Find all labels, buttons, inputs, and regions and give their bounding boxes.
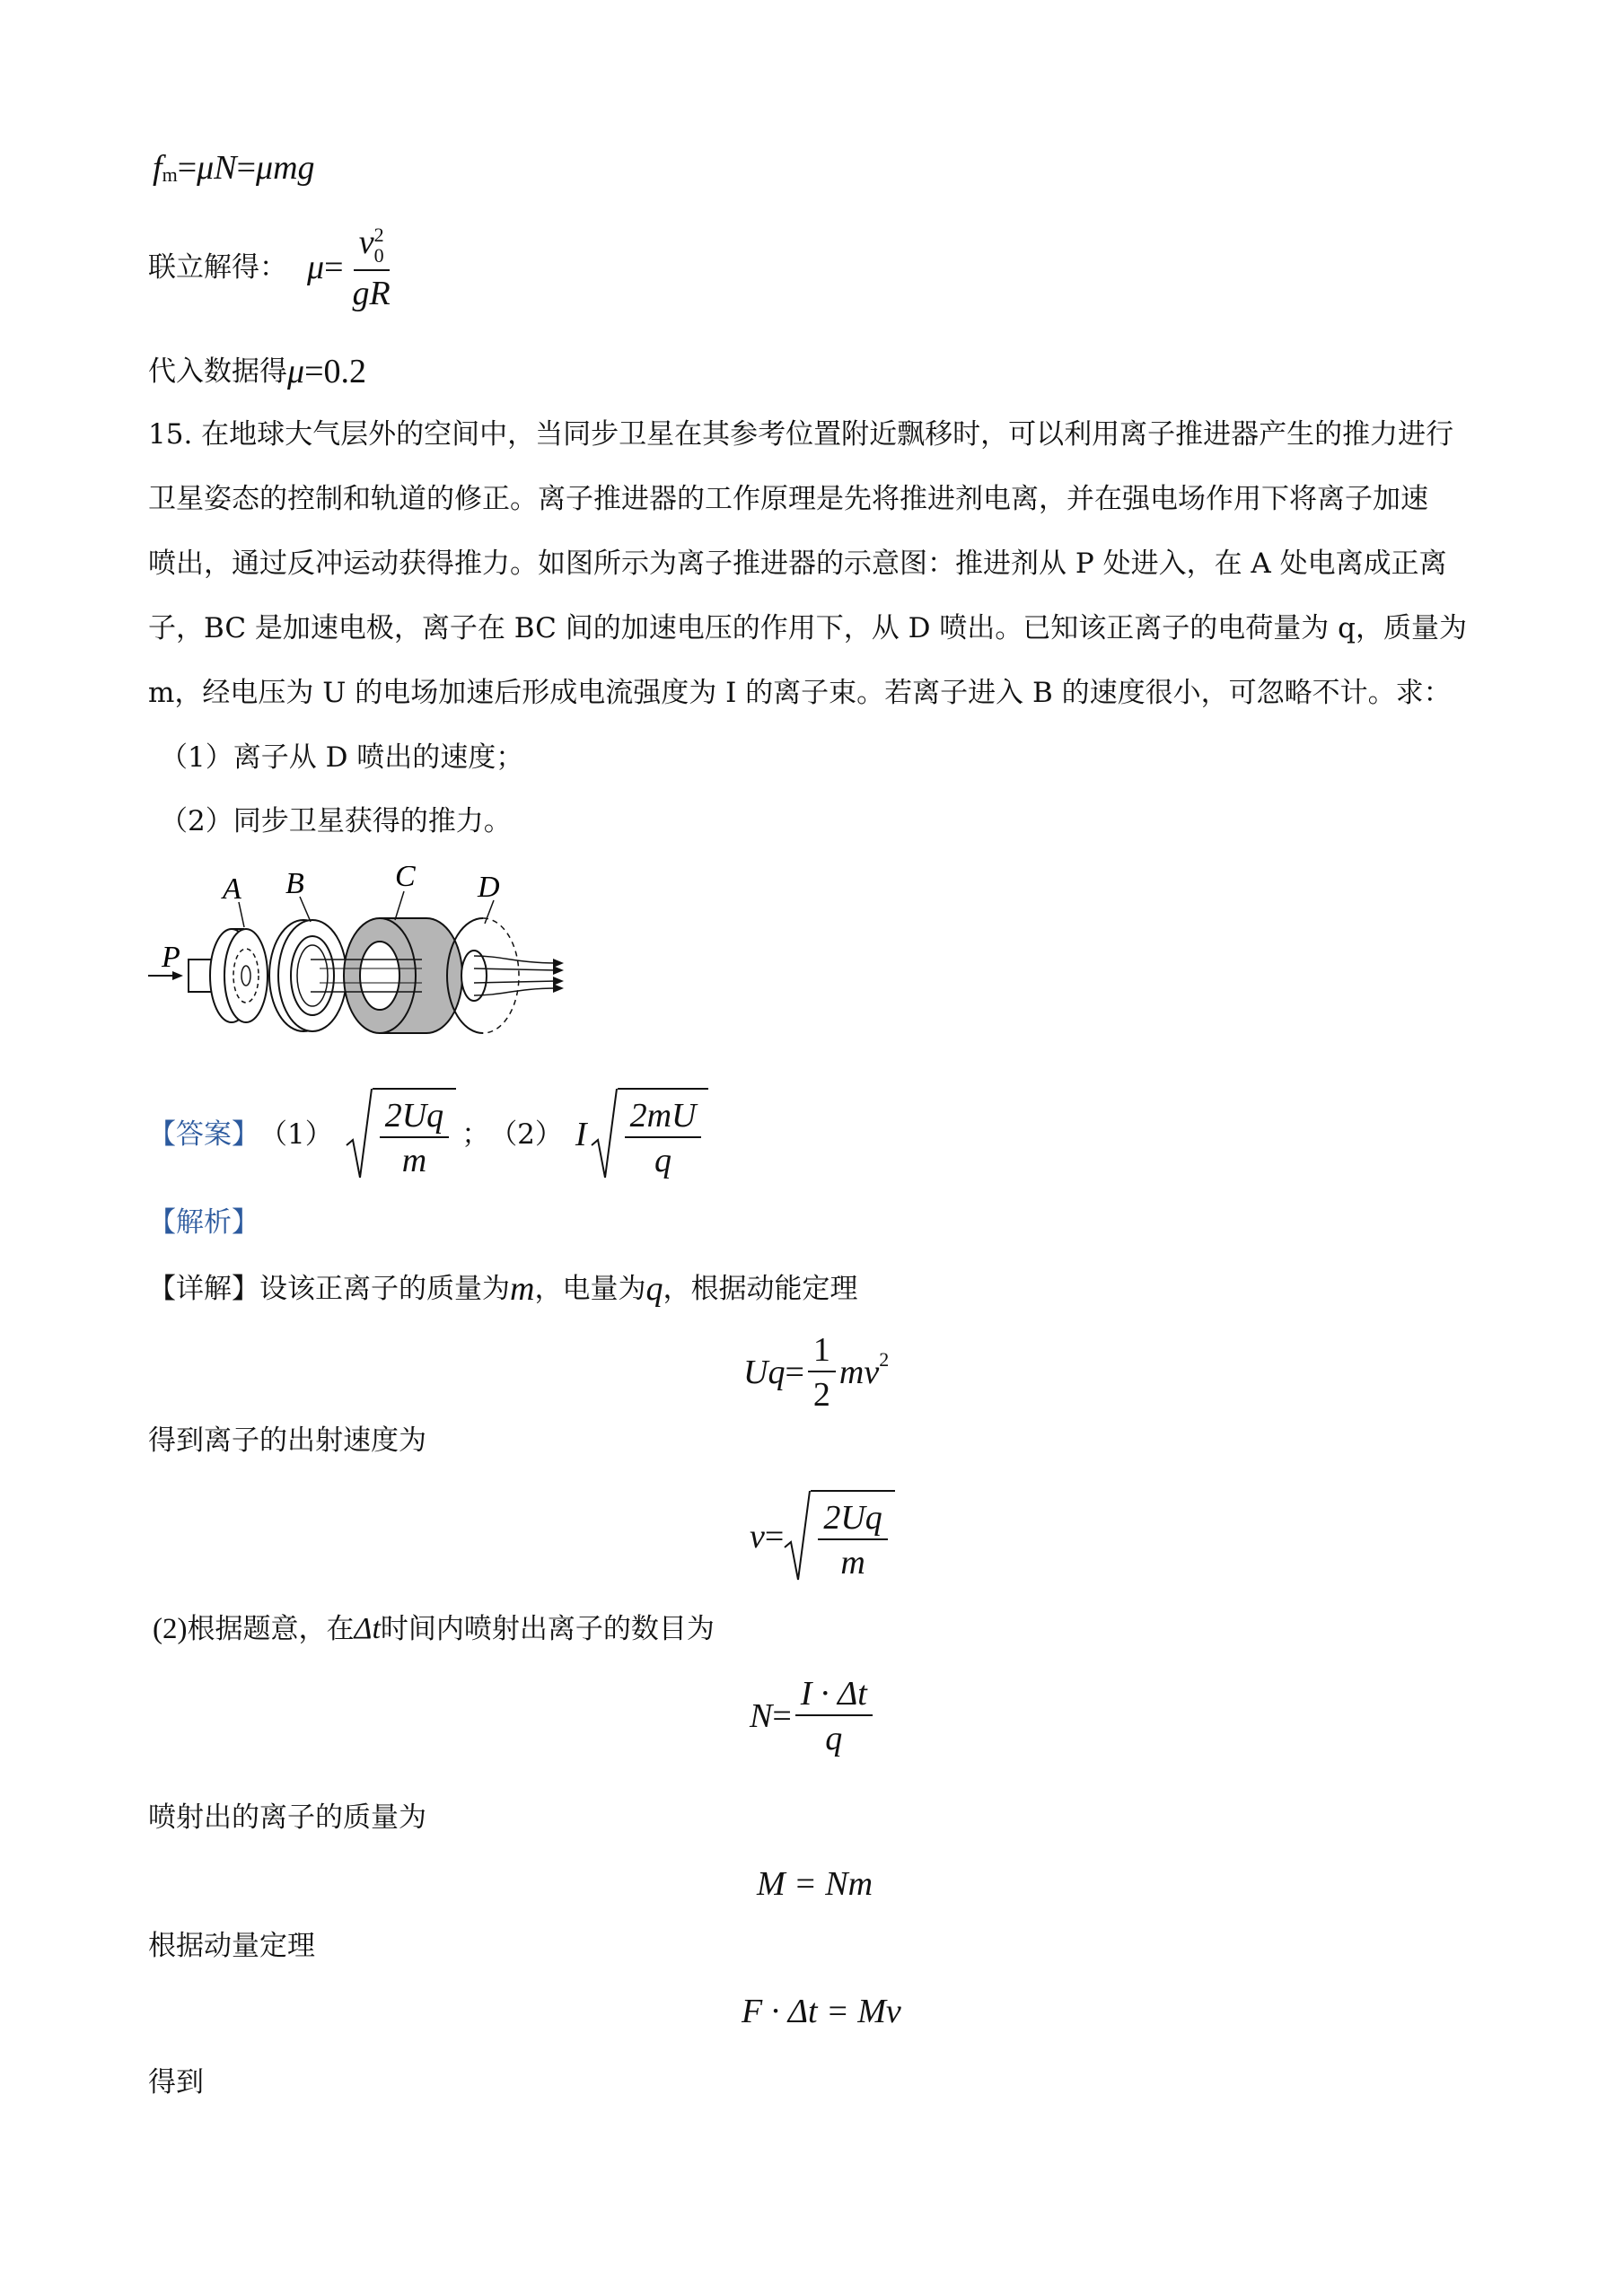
radical-sign-icon bbox=[591, 1088, 618, 1181]
answer-part-2: （2） bbox=[489, 1117, 563, 1151]
ion-thruster-diagram bbox=[135, 866, 584, 1068]
eq-equals: = bbox=[764, 1518, 785, 1555]
eq-sub-0: 0 bbox=[373, 244, 384, 267]
text-exit-speed: 得到离子的出射速度为 bbox=[148, 1424, 426, 1457]
eq-sqrt-2Uq-over-m bbox=[784, 1490, 894, 1583]
ring-c-hole bbox=[360, 942, 399, 1010]
eq-symbol-mv: mv bbox=[838, 1354, 880, 1391]
part-2-line bbox=[153, 1614, 715, 1644]
part-2-number: (2) bbox=[153, 1612, 188, 1645]
equation-friction bbox=[153, 151, 315, 185]
leader-line-b bbox=[300, 897, 311, 922]
question-text: 在地球大气层外的空间中，当同步卫星在其参考位置附近飘移时，可以利用离子推进器产生的推力进行 bbox=[201, 418, 1454, 451]
eq-symbol-mu: μ bbox=[256, 149, 274, 187]
text-momentum-theorem: 根据动量定理 bbox=[148, 1930, 315, 1962]
text-substitute: 代入数据得 bbox=[148, 355, 287, 388]
equation-number-of-ions bbox=[750, 1677, 876, 1756]
answer-sqrt-2mU-over-q bbox=[591, 1088, 709, 1181]
text-get: 得到 bbox=[148, 2066, 204, 2099]
label-b: B bbox=[285, 867, 304, 900]
question-15-line-2: 卫星姿态的控制和轨道的修正。离子推进器的工作原理是先将推进剂电离，并在强电场作用下将离子加速 bbox=[148, 483, 1428, 515]
eq-symbol-N: N bbox=[214, 149, 237, 187]
analysis-tag: 【解析】 bbox=[148, 1206, 259, 1239]
radical-sign-icon bbox=[346, 1088, 373, 1181]
eq-symbol-v: v bbox=[750, 1518, 765, 1555]
equation-kinetic-energy bbox=[743, 1333, 889, 1412]
equation-speed bbox=[750, 1490, 895, 1583]
eq-equals: = bbox=[236, 149, 256, 187]
detail-symbol-m: m bbox=[510, 1270, 535, 1308]
eq-symbol-N: N bbox=[750, 1697, 773, 1735]
answer-separator: ； bbox=[461, 1117, 490, 1151]
detail-symbol-q: q bbox=[645, 1270, 663, 1308]
equation-mu-solved bbox=[148, 224, 399, 311]
detail-tag: 【详解】 bbox=[148, 1272, 259, 1305]
detail-text: ，根据动能定理 bbox=[663, 1272, 858, 1305]
sub-question-2: （2）同步卫星获得的推力。 bbox=[160, 805, 512, 837]
eq-sup-2: 2 bbox=[373, 223, 384, 246]
substitute-line bbox=[148, 355, 366, 389]
eq-numerator-I-dt: I · Δt bbox=[795, 1677, 873, 1716]
part-2-text: 时间内喷射出离子的数目为 bbox=[380, 1612, 715, 1645]
eq-equals: = bbox=[304, 353, 324, 390]
answer-denominator-1: m bbox=[401, 1142, 427, 1179]
detail-line bbox=[148, 1272, 857, 1306]
leader-line-a bbox=[239, 902, 244, 927]
fraction-v0-over-gR bbox=[347, 224, 396, 311]
exhaust-arrowhead bbox=[553, 984, 564, 993]
eq-numerator-1: 1 bbox=[808, 1333, 836, 1372]
answer-line bbox=[148, 1088, 708, 1181]
label-p: P bbox=[162, 941, 180, 974]
exhaust-arrowhead bbox=[553, 959, 564, 968]
eq-equals: = bbox=[177, 149, 198, 187]
text-ion-mass: 喷射出的离子的质量为 bbox=[148, 1801, 426, 1834]
sub-question-1: （1）离子从 D 喷出的速度； bbox=[160, 741, 524, 774]
question-15-line-5: m，经电压为 U 的电场加速后形成电流强度为 I 的离子束。若离子进入 B 的速度很小，可忽略不计。求： bbox=[148, 677, 1452, 709]
part-2-text: 根据题意，在 bbox=[187, 1612, 355, 1645]
eq-symbol-v: v bbox=[358, 223, 374, 261]
eq-symbol-mu: μ bbox=[307, 249, 325, 287]
answer-tag: 【答案】 bbox=[148, 1117, 259, 1151]
question-15-line-4: 子，BC 是加速电极，离子在 BC 间的加速电压的作用下，从 D 喷出。已知该正离子的电荷量为 q，质量为 bbox=[148, 612, 1467, 644]
equation-total-mass: M = Nm bbox=[757, 1865, 873, 1903]
question-15-line-3: 喷出，通过反冲运动获得推力。如图所示为离子推进器的示意图：推进剂从 P 处进入，在 A 处电离成正离 bbox=[148, 548, 1447, 580]
answer-symbol-I: I bbox=[575, 1116, 587, 1153]
ring-b-hole bbox=[297, 945, 328, 1006]
part-2-delta-t: Δt bbox=[354, 1612, 381, 1645]
eq-denominator-gR: gR bbox=[352, 275, 391, 313]
label-c: C bbox=[395, 866, 416, 893]
answer-part-1: （1） bbox=[259, 1117, 333, 1151]
eq-numerator-2Uq: 2Uq bbox=[818, 1501, 887, 1540]
ring-d-nozzle bbox=[461, 951, 487, 1001]
answer-numerator-1: 2Uq bbox=[380, 1099, 449, 1138]
eq-denominator-q: q bbox=[825, 1720, 843, 1757]
eq-denominator-2: 2 bbox=[812, 1376, 830, 1414]
leader-line-c bbox=[395, 891, 404, 920]
eq-sup-2: 2 bbox=[879, 1348, 890, 1371]
exhaust-arrow bbox=[474, 988, 557, 995]
eq-symbol-f: f bbox=[153, 149, 162, 187]
equation-momentum: F · Δt = Mv bbox=[742, 1993, 901, 2030]
question-15-line-1 bbox=[148, 418, 1454, 451]
eq-symbol-mu: μ bbox=[197, 149, 215, 187]
radical-sign-icon bbox=[784, 1490, 811, 1583]
answer-sqrt-2Uq-over-m bbox=[346, 1088, 456, 1181]
eq-lhs-Uq: Uq bbox=[743, 1354, 786, 1391]
eq-symbol-mg: mg bbox=[273, 149, 315, 187]
eq-equals: = bbox=[772, 1697, 792, 1735]
ring-d-dashed bbox=[483, 918, 519, 1033]
text-lianli: 联立解得： bbox=[148, 250, 287, 284]
exhaust-arrowhead bbox=[553, 977, 564, 986]
eq-sub-m: m bbox=[162, 163, 178, 186]
label-d: D bbox=[478, 871, 500, 904]
eq-equals: = bbox=[324, 249, 344, 287]
ring-a-front bbox=[224, 929, 268, 1022]
answer-denominator-2: q bbox=[654, 1142, 672, 1179]
exhaust-arrow bbox=[474, 956, 557, 963]
eq-value-0-2: 0.2 bbox=[323, 353, 367, 390]
eq-equals: = bbox=[785, 1354, 804, 1391]
detail-text: 设该正离子的质量为 bbox=[259, 1272, 510, 1305]
answer-numerator-2: 2mU bbox=[625, 1099, 702, 1138]
eq-denominator-m: m bbox=[840, 1544, 865, 1582]
detail-text: ，电量为 bbox=[534, 1272, 646, 1305]
label-a: A bbox=[223, 872, 241, 906]
exhaust-arrowhead bbox=[553, 966, 564, 975]
eq-symbol-mu: μ bbox=[287, 353, 305, 390]
question-number: 15. bbox=[148, 418, 193, 451]
